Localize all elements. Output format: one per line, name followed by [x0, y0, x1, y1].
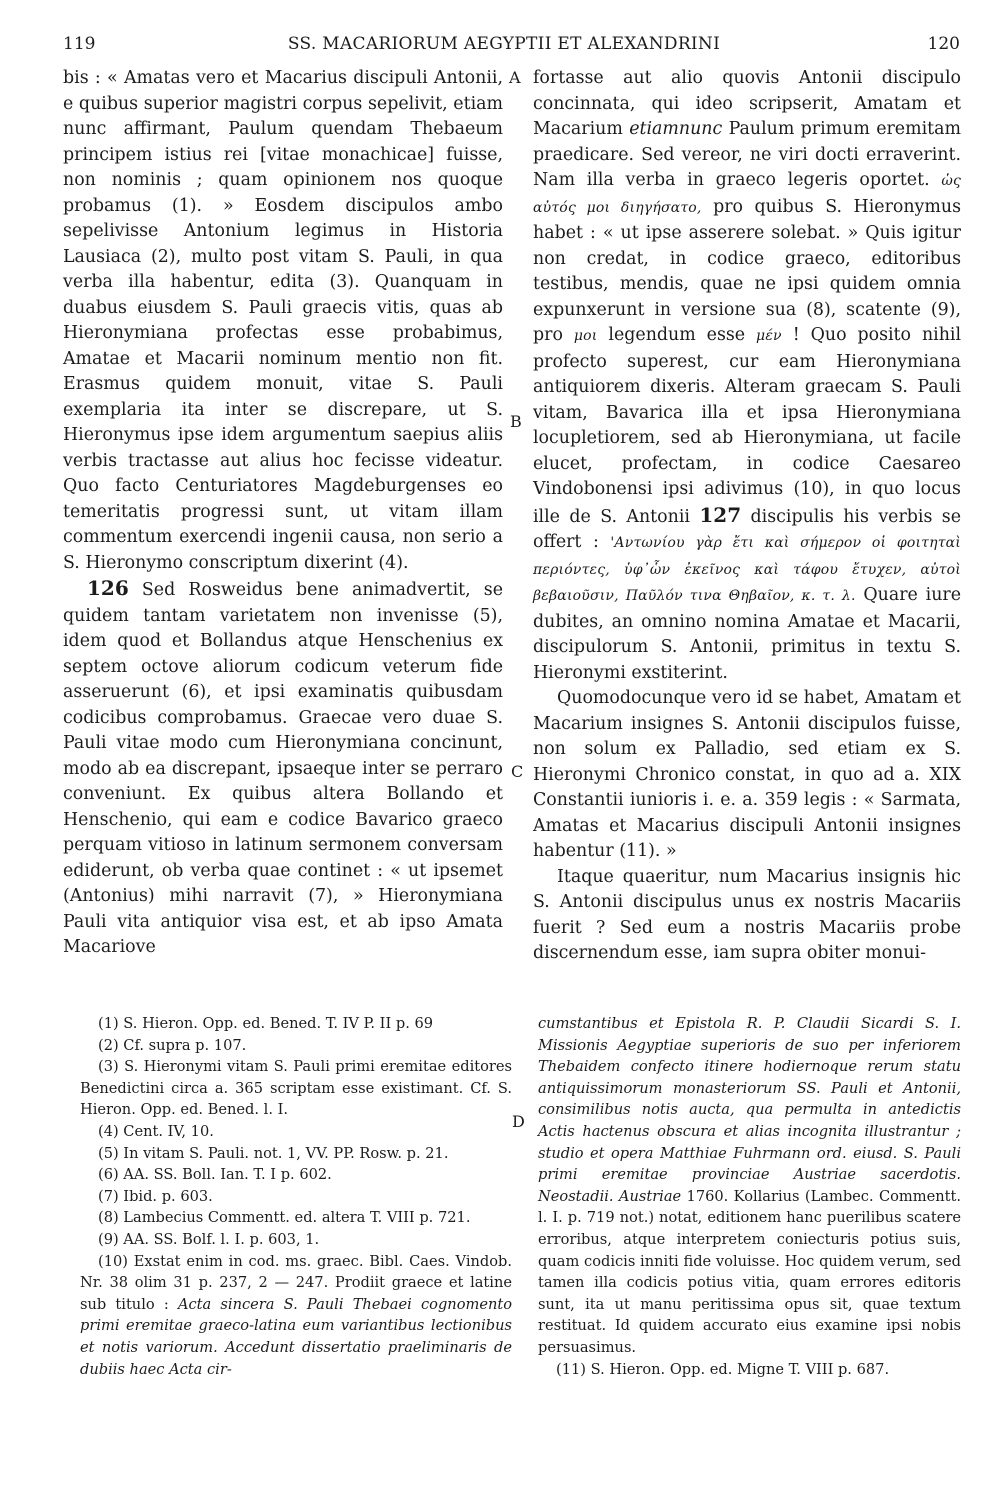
margin-letter-c: C — [511, 762, 524, 781]
right-text-column — [533, 66, 961, 967]
text: discipulis his verbis se offert : — [533, 506, 961, 552]
footnote: (5) In vitam S. Pauli. not. 1, VV. PP. Rosw. p. 21. — [98, 1144, 449, 1162]
text: 1760. Kollarius (Lambec. Commentt. l. I. p. 719 not.) notat, editionem hanc puerilibus scatere erroribus, atque interpretem coniecturis potius suis, quam codicis inniti fide voluisse. Hoc quidem verum, sed tamen illa codicis potius vitia, quam errores editoris sunt, ita ut manu peritissima opus sit, quae textum restituat. Id quidem accurato eius examine ipsi nobis persuasimus. — [538, 1187, 961, 1356]
margin-letter-a: A — [509, 68, 521, 87]
margin-letter-d: D — [512, 1112, 525, 1131]
text: Quare iure dubites, an omnino nomina Amatae et Macarii, discipulorum S. Antonii, primitus in textu S. Hieronymi exstiterint. — [533, 585, 961, 683]
footnote: (4) Cent. IV, 10. — [98, 1122, 214, 1140]
text: fortasse aut alio quovis Antonii discipulo concinnata, qui ideo scripserit, Amatam et Macarium — [533, 68, 961, 139]
footnote: (9) AA. SS. Bolf. l. I. p. 603, 1. — [98, 1230, 320, 1248]
paragraph — [533, 66, 961, 686]
paragraph: Itaque quaeritur, num Macarius insignis hic S. Antonii discipulus unus ex nostris Macariis fuerit ? Sed eum a nostris Macariis probe discernendum esse, iam supra obiter monui- — [533, 866, 961, 963]
footnotes-right — [538, 1013, 961, 1380]
greek-word: μέν — [756, 328, 782, 344]
section-number-126: 126 — [87, 576, 129, 600]
footnote: (2) Cf. supra p. 107. — [98, 1036, 247, 1054]
italic-title: Acta sincera S. Pauli Thebaei cognomento primi eremitae graeco-latina eum variantibus lectionibus et notis variorum. Accedunt dissertatio praeliminaris de dubiis haec Acta cir- — [80, 1295, 513, 1378]
footnote: (6) AA. SS. Boll. Ian. T. I p. 602. — [98, 1166, 332, 1184]
paragraph — [63, 576, 503, 961]
section-number-127: 127 — [699, 502, 742, 527]
margin-letter-b: B — [510, 412, 522, 431]
paragraph: bis : « Amatas vero et Macarius discipuli Antonii, e quibus superior magistri corpus sepelivit, etiam nunc affirmant, Paulum quendam Thebaeum principem istius rei [vitae monachicae] fuisse, non nominis ; quam opinionem nos quoque probamus (1). » Eosdem discipulos ambo sepelivisse Antonium legimus in Historia Lausiaca (2), multo post vitam S. Pauli, in qua verba illa habentur, edita (3). Quanquam in duabus eiusdem S. Pauli graecis vitis, quas ab Hieronymiana profectas esse probabimus, Amatae et Macarii nominum mentio non fit. Erasmus quidem monuit, vitae S. Pauli exemplaria ita inter se discrepare, ut S. Hieronymus ipse idem argumentum saepius aliis verbis tractasse aut alius hoc fecisse videatur. Quo facto Centuriatores Magdeburgenses eo temeritatis progressi sunt, ut vitam illam commentum exercendi ingenii causa, non serio a S. Hieronymo conscriptum dixerint (4). — [63, 68, 503, 573]
greek-word: μοι — [573, 328, 598, 344]
footnote: (8) Lambecius Commentt. ed. altera T. VIII p. 721. — [98, 1209, 471, 1227]
footnote-11: (11) S. Hieron. Opp. ed. Migne T. VIII p. 687. — [556, 1360, 890, 1378]
greek-quote: ὡς αὐτός μοι διηγήσατο, — [533, 173, 961, 216]
footnote: (7) Ibid. p. 603. — [98, 1187, 213, 1205]
text: (10) Exstat enim in cod. ms. graec. Bibl. Caes. Vindob. Nr. 38 olim 31 p. 237, 2 — 247. Prodiit graece et latine sub titulo : — [80, 1252, 512, 1313]
text: ! Quo posito nihil profecto superest, cur eam Hieronymiana antiquiorem dixeris. Alteram graecam S. Pauli vitam, Bavarica illa et ipsa Hieronymiana locupletiorem, sed ab Hieronymiana, ut facile elucet, profectam, in codice Caesareo Vindobonensi ipsi adivimus (10), in quo locus ille de S. Antonii — [533, 325, 962, 527]
footnote: (3) S. Hieronymi vitam S. Pauli primi eremitae editores Benedictini circa a. 365 scriptam esse existimant. Cf. S. Hieron. Opp. ed. Bened. l. I. — [80, 1058, 512, 1119]
greek-quote: 'Αντωνίου γὰρ ἔτι καὶ σήμερον οἱ φοιτηταὶ περιόντες, ὑφ᾽ὧν ἐκεῖνος καὶ τάφου ἔτυχεν, αὐτοὶ βεβαιοῦσιν, Παῦλόν τινα Θηβαῖον, κ. τ. λ. — [533, 535, 962, 604]
running-title: SS. MACARIORUM AEGYPTII ET ALEXANDRINI — [287, 34, 721, 54]
paragraph-text: Sed Rosweidus bene animadvertit, se quidem tantam varietatem non invenisse (5), idem quod et Bollandus atque Henschenius ex septem octove aliorum codicum veterum fide asseruerunt (6), et ipsi examinatis quibusdam codicibus comprobamus. Graecae vero duae S. Pauli vitae modo cum Hieronymiana concinunt, modo ab ea discrepant, ipsaeque inter se perraro conveniunt. Ex quibus altera Bollando et Henschenio, qui eam e codice Bavarico graeco perquam vitioso in latinum sermonem conversam ediderunt, ob verba quae continet : « ut ipsemet (Antonius) mihi narravit (7), » Hieronymiana Pauli vita antiquior visa est, et ab ipso Amata Macariove — [63, 580, 504, 957]
footnotes-left — [80, 1013, 512, 1380]
left-text-column — [63, 66, 503, 961]
paragraph: Quomodocunque vero id se habet, Amatam et Macarium insignes S. Antonii discipulos fuisse, non solum ex Palladio, sed etiam ex S. Hieronymi Chronico constat, in quo ad a. XIX Constantii iunioris i. e. a. 359 legis : « Sarmata, Amatas et Macarius discipuli Antonii insignes habentur (11). » — [533, 688, 961, 861]
text: pro quibus S. Hieronymus habet : « ut ipse asserere solebat. » Quis igitur non credat, in codice graeco, editoribus testibus, mendis, quae ne ipsi quidem omnia expunxerunt in versione sua (8), scatente (9), pro — [533, 196, 962, 345]
footnote-10-continued — [538, 1013, 961, 1359]
page-number-left: 119 — [63, 34, 96, 54]
text: legendum esse — [608, 325, 746, 345]
footnote: (1) S. Hieron. Opp. ed. Bened. T. IV P. II p. 69 — [98, 1015, 434, 1032]
footnote-10 — [80, 1251, 512, 1381]
italic-text: etiamnunc — [629, 119, 723, 139]
text: Paulum primum eremitam praedicare. Sed vereor, ne viri docti erraverint. Nam illa verba in graeco legeris oportet. — [533, 119, 961, 190]
italic-title: cumstantibus et Epistola R. P. Claudii Sicardi S. I. Missionis Aegyptiae superioris de suo per inferiorem Thebaidem confecto itinere hodiernoque rerum statu antiquissimorum monasteriorum SS. Pauli et Antonii, consimilibus notis aucta, qua permulta in antedictis Actis hactenus obscura et alias incognita illustrantur ; studio et opera Matthiae Fuhrmann ord. eiusd. S. Pauli primi eremitae provinciae Austriae sacerdotis. Neostadii. Austriae — [538, 1015, 961, 1205]
page-number-right: 120 — [927, 34, 960, 54]
